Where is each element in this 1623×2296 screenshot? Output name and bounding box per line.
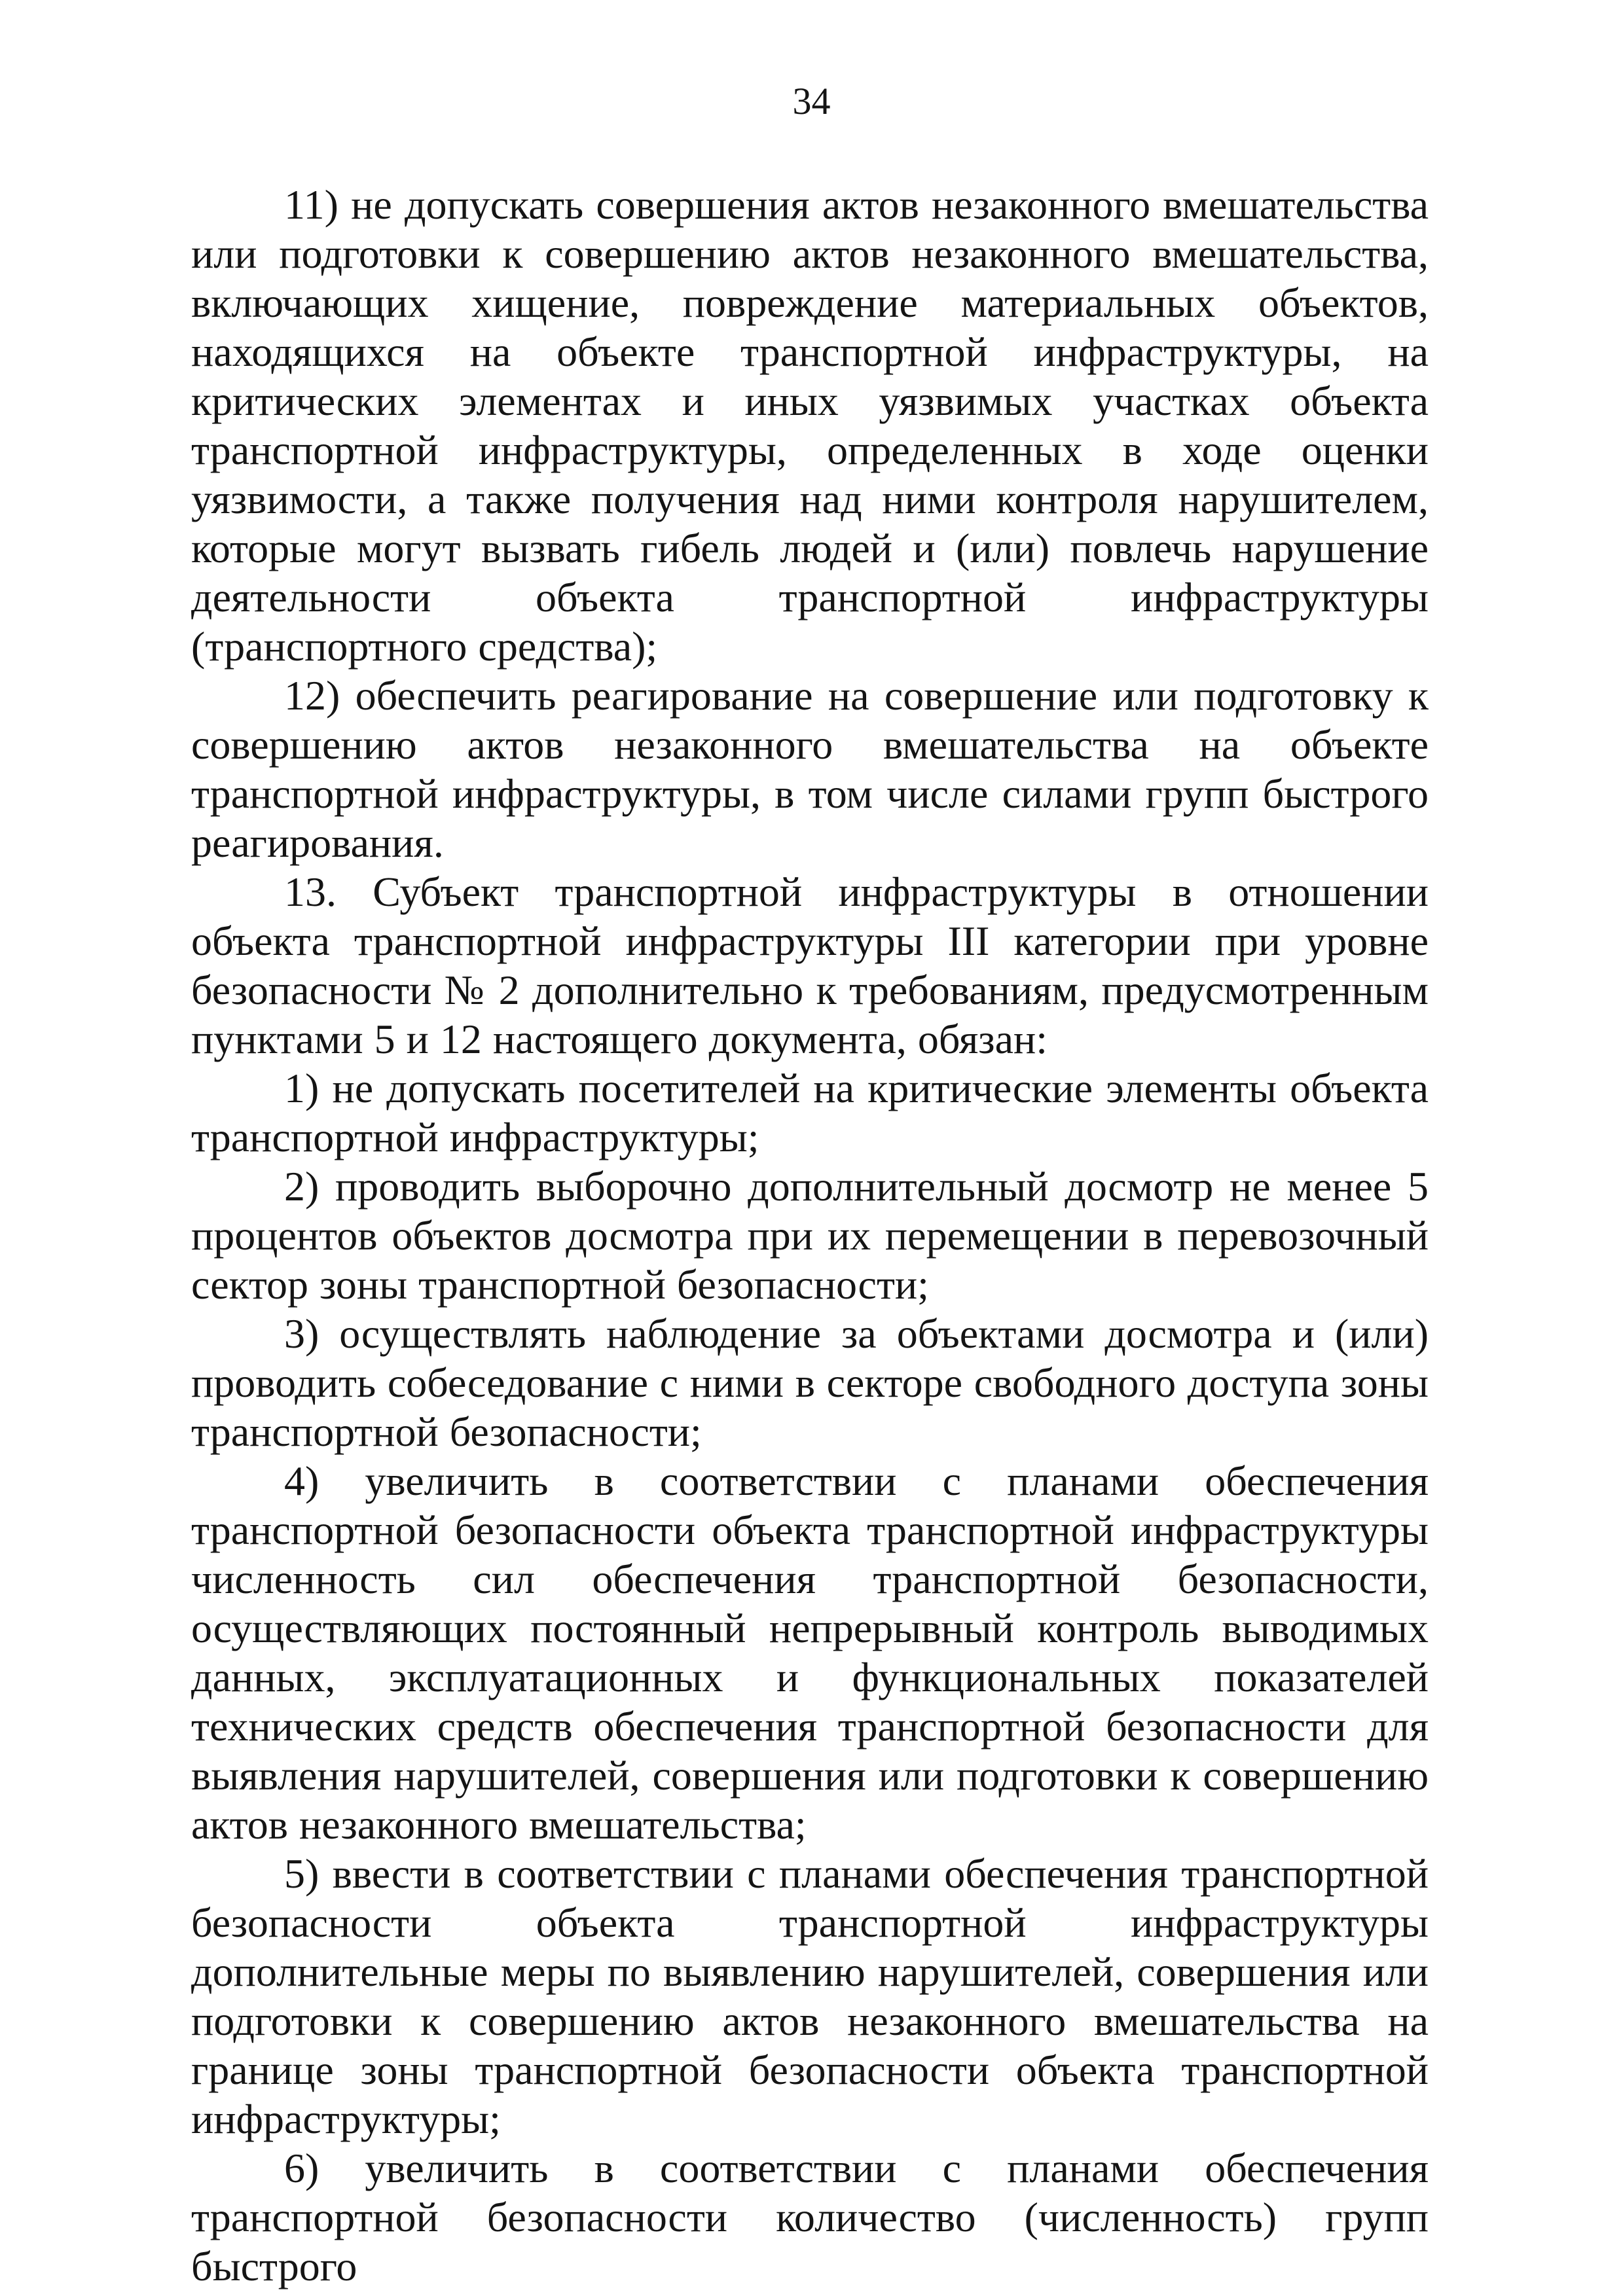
page-number: 34 [792,80,831,122]
paragraph-item-4: 4) увеличить в соответствии с планами обеспечения транспортной безопасности объекта транспортной инфраструктуры численность сил обеспечения транспортной безопасности, осуществляющих постоянный непрерывный контроль выводимых данных, эксплуатационных и функциональных показателей технических средств обеспечения транспортной безопасности для выявления нарушителей, совершения или подготовки к совершению актов незаконного вмешательства; [191,1458,1429,1848]
paragraph-item-6: 6) увеличить в соответствии с планами обеспечения транспортной безопасности количество (численность) групп быстрого [191,2145,1429,2289]
paragraph-item-3: 3) осуществлять наблюдение за объектами досмотра и (или) проводить собеседование с ними в секторе свободного доступа зоны транспортной безопасности; [191,1310,1429,1455]
paragraph-item-5: 5) ввести в соответствии с планами обеспечения транспортной безопасности объекта транспортной инфраструктуры дополнительные меры по выявлению нарушителей, совершения или подготовки к совершению актов незаконного вмешательства на границе зоны транспортной безопасности объекта транспортной инфраструктуры; [191,1850,1429,2142]
paragraph-item-11: 11) не допускать совершения актов незаконного вмешательства или подготовки к совершению актов незаконного вмешательства, включающих хищение, повреждение материальных объектов, находящихся на объекте транспортной инфраструктуры, на критических элементах и иных уязвимых участках объекта транспортной инфраструктуры, определенных в ходе оценки уязвимости, а также получения над ними контроля нарушителем, которые могут вызвать гибель людей и (или) повлечь нарушение деятельности объекта транспортной инфраструктуры (транспортного средства); [191,181,1429,670]
paragraph-item-12: 12) обеспечить реагирование на совершение или подготовку к совершению актов незаконного вмешательства на объекте транспортной инфраструктуры, в том числе силами групп быстрого реагирования. [191,672,1429,866]
paragraph-section-13: 13. Субъект транспортной инфраструктуры в отношении объекта транспортной инфраструктуры III категории при уровне безопасности № 2 дополнительно к требованиям, предусмотренным пунктами 5 и 12 настоящего документа, обязан: [191,869,1429,1062]
paragraph-item-1: 1) не допускать посетителей на критические элементы объекта транспортной инфраструктуры; [191,1065,1429,1160]
paragraph-item-2: 2) проводить выборочно дополнительный досмотр не менее 5 процентов объектов досмотра при их перемещении в перевозочный сектор зоны транспортной безопасности; [191,1163,1429,1308]
document-body [191,180,1429,2291]
